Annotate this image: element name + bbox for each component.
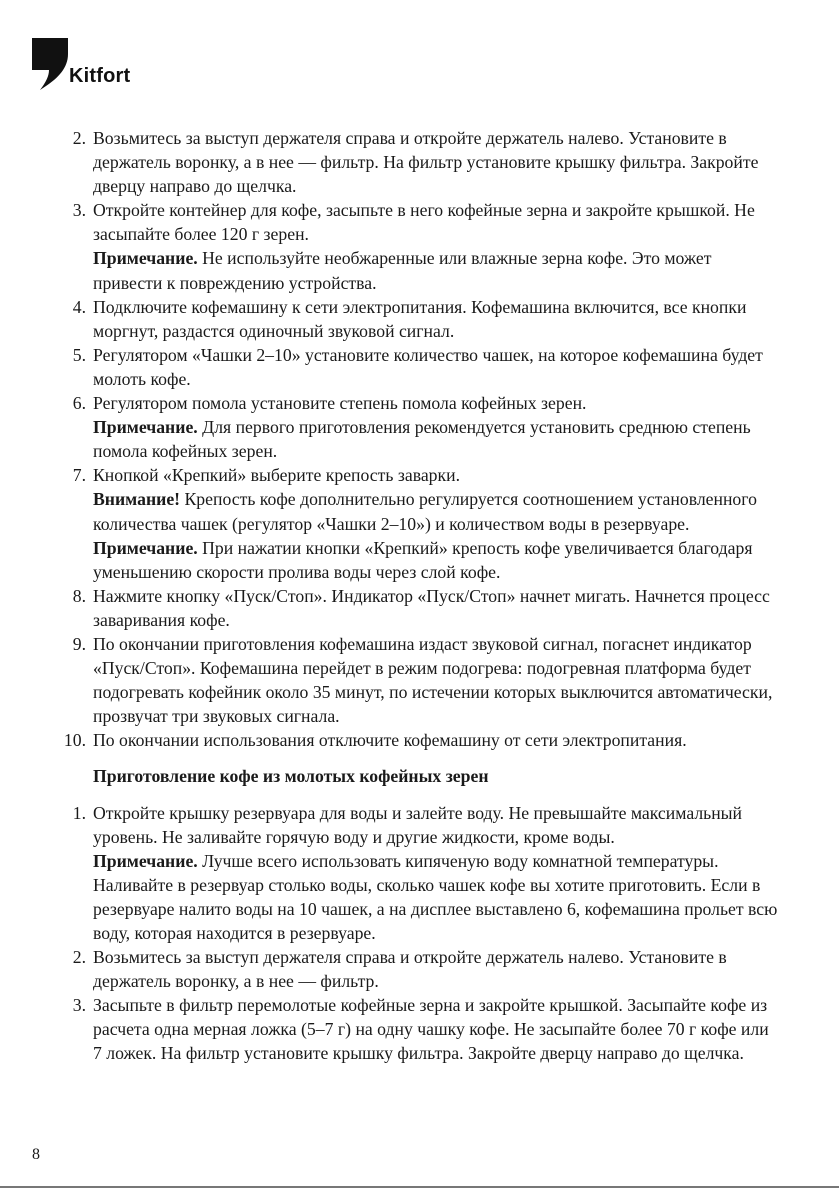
item-number: 10.: [63, 730, 86, 751]
steps-list-ground-coffee: [64, 801, 780, 1066]
note-text: Лучше всего использовать кипяченую воду комнатной температуры. Наливайте в резервуар столько воды, сколько чашек кофе вы хотите приготовить. Если в резервуаре налито воды на 10 чашек, а на дисплее выставлено 6, кофемашина прольет всю воду, которая находится в резервуаре.: [93, 850, 778, 943]
item-number: 3.: [72, 200, 86, 221]
list-item: [64, 584, 780, 632]
item-text: Кнопкой «Крепкий» выберите крепость заварки.: [93, 465, 460, 486]
item-number: 3.: [72, 995, 86, 1016]
item-text: По окончании использования отключите кофемашину от сети электропитания.: [93, 730, 687, 751]
list-item: [64, 295, 780, 343]
item-text: Регулятором «Чашки 2–10» установите количество чашек, на которое кофемашина будет молоть кофе.: [93, 344, 763, 389]
item-text: Нажмите кнопку «Пуск/Стоп». Индикатор «Пуск/Стоп» начнет мигать. Начнется процесс заваривания кофе.: [93, 585, 770, 630]
item-text: Возьмитесь за выступ держателя справа и откройте держатель налево. Установите в держатель воронку, а в нее — фильтр. На фильтр установите крышку фильтра. Закройте дверцу направо до щелчка.: [93, 128, 759, 197]
item-text: Откройте контейнер для кофе, засыпьте в него кофейные зерна и закройте крышкой. Не засыпайте более 120 г зерен.: [93, 200, 755, 245]
item-number: 7.: [72, 465, 86, 486]
page-number: 8: [32, 1146, 40, 1163]
brand-name: Kitfort: [69, 65, 131, 87]
item-text: Регулятором помола установите степень помола кофейных зерен.: [93, 393, 587, 414]
list-item: [64, 126, 780, 198]
list-item: [64, 728, 780, 752]
warning-text: Крепость кофе дополнительно регулируется соотношением установленного количества чашек (регулятор «Чашки 2–10») и количеством воды в резервуаре.: [93, 489, 757, 534]
note-label: Примечание.: [93, 248, 198, 269]
item-text: Откройте крышку резервуара для воды и залейте воду. Не превышайте максимальный уровень. Не заливайте горячую воду и другие жидкости, кроме воды.: [93, 802, 743, 847]
warning-label: Внимание!: [93, 489, 181, 510]
kitfort-logo-icon: [32, 38, 70, 90]
item-number: 2.: [72, 947, 86, 968]
note-text: Не используйте необжаренные или влажные зерна кофе. Это может привести к повреждению устройства.: [93, 248, 712, 293]
item-text: Засыпьте в фильтр перемолотые кофейные зерна и закройте крышкой. Засыпайте кофе из расчета одна мерная ложка (5–7 г) на одну чашку кофе. Не засыпайте более 70 г кофе или 7 ложек. На фильтр установите крышку фильтра. Закройте дверцу направо до щелчка.: [93, 995, 769, 1064]
list-item: [64, 632, 780, 728]
steps-list-whole-beans: [64, 126, 780, 752]
item-text: Подключите кофемашину к сети электропитания. Кофемашина включится, все кнопки моргнут, раздастся одиночный звуковой сигнал.: [93, 296, 747, 341]
list-item: [64, 198, 780, 294]
warning: [93, 487, 780, 535]
item-number: 9.: [72, 633, 86, 654]
item-number: 8.: [72, 585, 86, 606]
section-heading: Приготовление кофе из молотых кофейных зерен: [93, 766, 489, 787]
list-item: [64, 391, 780, 463]
note: [93, 415, 780, 463]
page-content: [64, 126, 780, 1066]
note-text: При нажатии кнопки «Крепкий» крепость кофе увеличивается благодаря уменьшению скорости пролива воды через слой кофе.: [93, 537, 753, 582]
item-number: 2.: [72, 128, 86, 148]
item-number: 6.: [72, 393, 86, 414]
item-number: 5.: [72, 344, 86, 365]
note: [93, 849, 780, 945]
list-item: [64, 993, 780, 1065]
item-number: 4.: [72, 296, 86, 317]
list-item: [64, 463, 780, 583]
note-label: Примечание.: [93, 850, 198, 871]
item-number: 1.: [72, 802, 86, 823]
page-edge-divider: [0, 1186, 839, 1188]
list-item: [64, 945, 780, 993]
note-label: Примечание.: [93, 537, 198, 558]
note: [93, 536, 780, 584]
note: [93, 246, 780, 294]
note-label: Примечание.: [93, 417, 198, 438]
list-item: [64, 343, 780, 391]
item-text: По окончании приготовления кофемашина издаст звуковой сигнал, погаснет индикатор «Пуск/Стоп». Кофемашина перейдет в режим подогрева: подогревная платформа будет подогревать кофейник около 35 минут, по истечении которых выключится автоматически, прозвучат три звуковых сигнала.: [93, 633, 773, 727]
item-text: Возьмитесь за выступ держателя справа и откройте держатель налево. Установите в держатель воронку, а в нее — фильтр.: [93, 947, 727, 992]
list-item: [64, 801, 780, 946]
note-text: Для первого приготовления рекомендуется установить среднюю степень помола кофейных зерен.: [93, 417, 751, 462]
